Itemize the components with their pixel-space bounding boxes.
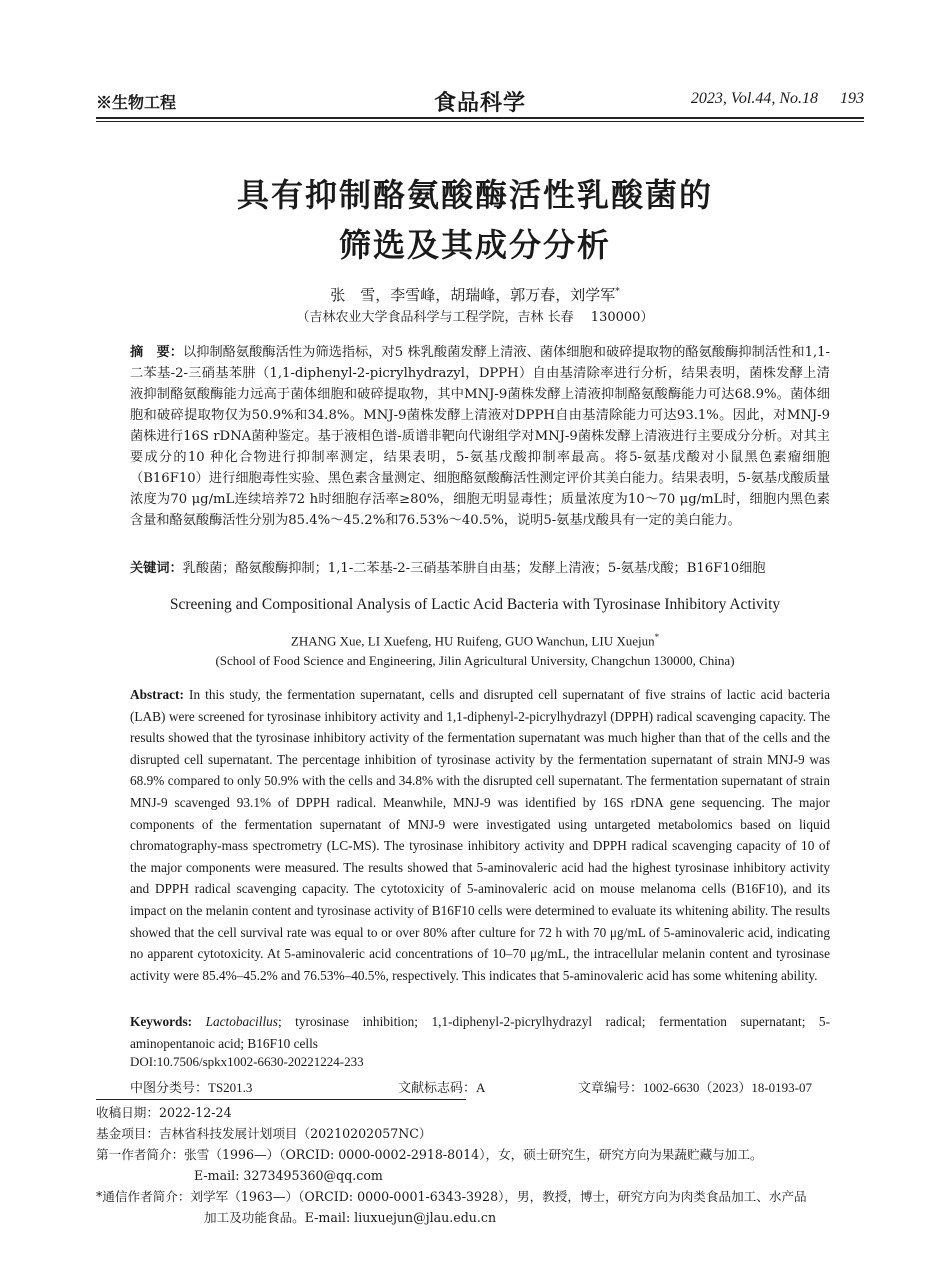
corresponding-star: * — [615, 287, 620, 297]
keywords-en — [130, 1011, 830, 1054]
document-code: 文献标志码：A — [398, 1080, 486, 1095]
classification-row — [130, 1077, 830, 1097]
abstract-en-label: Abstract: — [130, 687, 184, 702]
keywords-en-rest: ; tyrosinase inhibition; 1,1-diphenyl-2-picrylhydrazyl radical; fermentation supernatant; 5-aminopentanoic acid; B16F10 cells — [130, 1014, 831, 1051]
header-rule — [96, 117, 864, 119]
authors-en — [0, 632, 950, 649]
footnote-first-author: 第一作者简介：张雪（1996—）（ORCID: 0000-0002-2918-8014），女，硕士研究生，研究方向为果蔬贮藏与加工。 — [96, 1147, 763, 1162]
issue-info — [691, 90, 864, 108]
keywords-cn-text: 乳酸菌；酪氨酸酶抑制；1,1-二苯基-2-三硝基苯肼自由基；发酵上清液；5-氨基戊酸；B16F10细胞 — [182, 561, 766, 576]
header-rule-thin — [96, 121, 864, 122]
abstract-en-text: In this study, the fermentation supernatant, cells and disrupted cell supernatant of five strains of lactic acid bacteria (LAB) were screened for tyrosinase inhibitory activity and 1,1-diphenyl-2-picrylhydrazyl (DPPH) radical scavenging capacity. The results showed that the tyrosinase inhibitory activity of the fermentation supernatant was much higher than that of the cells and the disrupted cell supernatant. The percentage inhibition of tyrosinase activity by the fermentation supernatant of strain MNJ-9 was 68.9% compared to only 50.9% with the cells and 34.8% with the disrupted cell supernatant. The fermentation supernatant of strain MNJ-9 scavenged 93.1% of DPPH radical. Meanwhile, MNJ-9 was identified by 16S rDNA gene sequencing. The major components of the fermentation supernatant of MNJ-9 were investigated using untargeted metabolomics based on liquid chromatography-mass spectrometry (LC-MS). The tyrosinase inhibitory activity and DPPH radical scavenging capacity of 10 of the major components were measured. The results showed that 5-aminovaleric acid had the highest tyrosinase inhibitory activity and DPPH radical scavenging capacity. The cytotoxicity of 5-aminovaleric acid on mouse melanoma cells (B16F10), and its impact on the melanin content and tyrosinase activity of B16F10 cells were determined to evaluate its whitening ability. The results showed that the cell survival rate was equal to or over 80% after culture for 72 h with 70 μg/mL of 5-aminovaleric acid, indicating no apparent cytotoxicity. At 5-aminovaleric acid concentrations of 10–70 μg/mL, the intracellular melanin content and tyrosinase activity were 85.4%–45.2% and 76.53%–40.5%, respectively. This indicates that 5-aminovaleric acid has some whitening ability. — [130, 687, 830, 983]
footnote-received: 收稿日期：2022-12-24 — [96, 1105, 232, 1120]
corresponding-star-en: * — [654, 632, 660, 642]
abstract-cn-text: 以抑制酪氨酸酶活性为筛选指标，对5 株乳酸菌发酵上清液、菌体细胞和破碎提取物的酪氨酸酶抑制活性和1,1-二苯基-2-三硝基苯肼（1,1-diphenyl-2-picrylhydrazyl，DPPH）自由基清除率进行分析，结果表明，菌株发酵上清液抑制酪氨酸酶能力远高于菌体细胞和破碎提取物，其中MNJ-9菌株发酵上清液抑制酪氨酸酶能力可达68.9%。菌体细胞和破碎提取物仅为50.9%和34.8%。MNJ-9菌株发酵上清液对DPPH自由基清除能力可达93.1%。因此，对MNJ-9菌株进行16S rDNA菌种鉴定。基于液相色谱-质谱非靶向代谢组学对MNJ-9菌株发酵上清液进行主要成分分析。对其主要成分的10 种化合物进行抑制率测定，结果表明，5-氨基戊酸抑制率最高。将5-氨基戊酸对小鼠黑色素瘤细胞（B16F10）进行细胞毒性实验、黑色素含量测定、细胞酪氨酸酶活性测定评价其美白能力。结果表明，5-氨基戊酸质量浓度为70 μg/mL连续培养72 h时细胞存活率≥80%，细胞无明显毒性；质量浓度为10～70 μg/mL时，细胞内黑色素含量和酪氨酸酶活性分别为85.4%～45.2%和76.53%～40.5%，说明5-氨基戊酸具有一定的美白能力。 — [130, 345, 831, 528]
journal-logo: 食品科学 — [433, 91, 526, 116]
clc-number: 中图分类号：TS201.3 — [130, 1080, 253, 1095]
abstract-en — [130, 684, 830, 986]
title-line-1: 具有抑制酪氨酸酶活性乳酸菌的 — [236, 176, 713, 214]
issue-text: 2023, Vol.44, No.18 — [690, 90, 818, 107]
abstract-cn-label: 摘 要： — [130, 345, 183, 360]
authors-en-text: ZHANG Xue, LI Xuefeng, HU Ruifeng, GUO Wanchun, LIU Xuejun — [290, 633, 655, 649]
article-number: 文章编号：1002-6630（2023）18-0193-07 — [578, 1080, 812, 1095]
keywords-cn — [130, 558, 830, 579]
title-line-2: 筛选及其成分分析 — [338, 226, 611, 264]
footnote-first-author-email: E-mail: 3273495360@qq.com — [194, 1168, 383, 1183]
authors-cn-text: 张 雪，李雪峰，胡瑞峰，郭万春，刘学军 — [330, 286, 616, 304]
paper-title-en: Screening and Compositional Analysis of Lactic Acid Bacteria with Tyrosinase Inhibitory Activity — [169, 596, 781, 613]
footnote-fund: 基金项目：吉林省科技发展计划项目（20210202057NC） — [96, 1126, 432, 1141]
section-label: ※生物工程 — [96, 93, 177, 112]
doi: DOI:10.7506/spkx1002-6630-20221224-233 — [130, 1054, 364, 1069]
footnote-rule — [96, 1099, 466, 1100]
affiliation-cn: （吉林农业大学食品科学与工程学院，吉林 长春 130000） — [296, 310, 654, 325]
paper-title-cn — [100, 170, 850, 270]
footnote-corresponding: *通信作者简介：刘学军（1963—）（ORCID: 0000-0001-6343-3928），男，教授，博士，研究方向为肉类食品加工、水产品 — [96, 1189, 807, 1204]
affiliation-en: (School of Food Science and Engineering, Jilin Agricultural University, Changchun 130000, China) — [215, 653, 735, 668]
page-number: 193 — [840, 90, 864, 107]
running-header — [96, 86, 864, 116]
footnote-corresponding-cont: 加工及功能食品。E-mail: liuxuejun@jlau.edu.cn — [204, 1210, 497, 1225]
keywords-cn-label: 关键词： — [130, 561, 183, 576]
authors-cn — [0, 284, 950, 305]
keywords-en-first: Lactobacillus — [205, 1014, 278, 1029]
keywords-en-label: Keywords: — [130, 1014, 193, 1029]
abstract-cn — [130, 342, 830, 531]
